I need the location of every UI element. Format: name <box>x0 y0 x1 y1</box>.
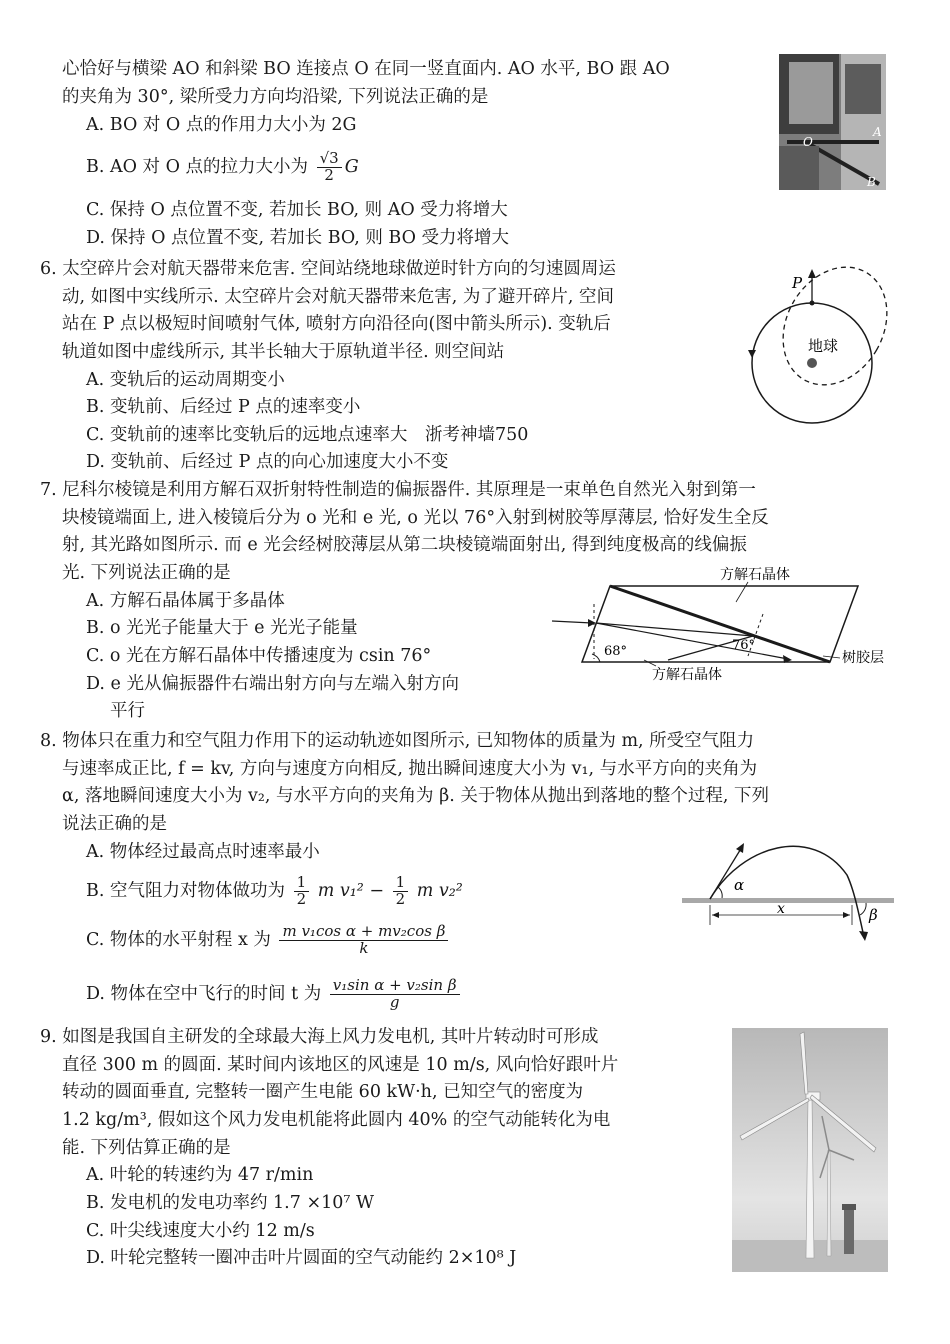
q8-range-right-arrow <box>843 912 850 918</box>
q7-stem-line2: 块棱镜端面上, 进入棱镜后分为 o 光和 e 光, o 光以 76°入射到树胶等厚薄层, 恰好发生全反 <box>62 508 769 528</box>
q8-option-b-fraction2 <box>393 875 409 908</box>
q8-option-d-numerator: v₁sin α + v₂sin β <box>330 978 460 995</box>
q6-jet-arrowhead <box>808 269 816 278</box>
q5-label-b: B <box>867 175 876 189</box>
q6-earth-dot <box>807 358 817 368</box>
q5-photo <box>779 54 886 190</box>
q7-option-a: A. 方解石晶体属于多晶体 <box>86 591 285 611</box>
q7-label-resin: 树胶层 <box>842 650 884 666</box>
q8-option-c-fraction <box>279 924 448 957</box>
q7-resin-layer <box>610 586 830 662</box>
q5-option-c: C. 保持 O 点位置不变, 若加长 BO, 则 AO 受力将增大 <box>86 200 508 220</box>
q7-prism-figure <box>548 564 898 686</box>
q8-option-b-f1-numerator: 1 <box>294 875 310 892</box>
q7-stem-line3: 射, 其光路如图所示. 而 e 光会经树胶薄层从第二块棱镜端面射出, 得到纯度极高的线偏振 <box>62 535 747 555</box>
q7-stem-line4: 光. 下列说法正确的是 <box>62 563 231 583</box>
q5-option-b-denominator: 2 <box>324 166 334 184</box>
q8-option-c-denominator: k <box>359 939 369 957</box>
q8-option-b-end: m v₂² <box>416 881 463 901</box>
q5-option-b-numerator: √3 <box>317 151 342 168</box>
q6-stem-line4: 轨道如图中虚线所示, 其半长轴大于原轨道半径. 则空间站 <box>62 342 505 362</box>
q5-stem-line2: 的夹角为 30°, 梁所受力方向均沿梁, 下列说法正确的是 <box>62 87 489 107</box>
q5-label-a: A <box>873 125 882 139</box>
q7-leader-top <box>736 582 748 602</box>
q9-option-a: A. 叶轮的转速约为 47 r/min <box>86 1165 314 1185</box>
q5-option-b-fraction <box>317 151 342 184</box>
q8-label-alpha: α <box>734 876 745 894</box>
q8-option-c <box>86 921 451 959</box>
q7-option-d-line2: 平行 <box>110 701 145 721</box>
q8-option-d-denominator: g <box>389 993 400 1011</box>
q8-option-b <box>86 873 463 909</box>
q7-option-d-line1: D. e 光从偏振器件右端出射方向与左端入射方向 <box>86 674 459 694</box>
q9-stem-line2: 直径 300 m 的圆面. 某时间内该地区的风速是 10 m/s, 风向恰好跟叶片 <box>62 1055 619 1075</box>
q7-label-76: 76° <box>732 638 756 653</box>
q8-final-velocity-arrowhead <box>859 931 868 941</box>
q7-incident-ray <box>552 621 592 623</box>
q8-alpha-arc <box>718 887 722 898</box>
q6-orbit-direction-arrow <box>748 350 756 358</box>
q8-option-b-mid: m v₁² − <box>317 881 385 901</box>
q9-stem-line4: 1.2 kg/m³, 假如这个风力发电机能将此圆内 40% 的空气动能转化为电 <box>62 1110 611 1130</box>
q7-angle68-arc <box>592 654 600 662</box>
q6-option-a: A. 变轨后的运动周期变小 <box>86 370 285 390</box>
q8-stem-line3: α, 落地瞬间速度大小为 v₂, 与水平方向的夹角为 β. 关于物体从抛出到落地的整个过程, 下列 <box>62 786 769 806</box>
q8-range-left-arrow <box>712 912 719 918</box>
q8-ground <box>682 898 894 903</box>
q9-option-b: B. 发电机的发电功率约 1.7 ×10⁷ W <box>86 1193 374 1213</box>
q6-option-c-text: C. 变轨前的速率比变轨后的远地点速率大 <box>86 425 408 445</box>
q8-option-b-f2-numerator: 1 <box>393 875 409 892</box>
q5-photo-drawing <box>779 54 886 190</box>
q6-stem-line3: 站在 P 点以极短时间喷射气体, 喷射方向沿径向(图中箭头所示). 变轨后 <box>62 314 611 334</box>
q9-stem-line5: 能. 下列估算正确的是 <box>62 1138 231 1158</box>
q5-option-d: D. 保持 O 点位置不变, 若加长 BO, 则 BO 受力将增大 <box>86 228 509 248</box>
q6-option-b: B. 变轨前、后经过 P 点的速率变小 <box>86 397 361 417</box>
q8-option-a: A. 物体经过最高点时速率最小 <box>86 842 320 862</box>
q8-stem-line1: 8. 物体只在重力和空气阻力作用下的运动轨迹如图所示, 已知物体的质量为 m, 所受空气阻力 <box>40 731 755 751</box>
q9-option-d: D. 叶轮完整转一圈冲击叶片圆面的空气动能约 2×10⁸ J <box>86 1248 517 1268</box>
q8-initial-velocity-arrowhead <box>736 843 744 853</box>
q6-orbit-figure <box>740 258 900 428</box>
q8-option-b-f2-denominator: 2 <box>395 890 406 908</box>
q8-option-b-f1-denominator: 2 <box>296 890 307 908</box>
q8-label-beta: β <box>869 906 878 924</box>
q6-label-earth: 地球 <box>808 337 839 355</box>
q8-option-d-prefix: D. 物体在空中飞行的时间 t 为 <box>86 984 322 1004</box>
q8-option-c-numerator: m v₁cos α + mv₂cos β <box>279 924 448 941</box>
q8-stem-line2: 与速率成正比, f = kv, 方向与速度方向相反, 抛出瞬间速度大小为 v₁, 与水平方向的夹角为 <box>62 759 758 779</box>
q7-stem-line1: 7. 尼科尔棱镜是利用方解石双折射特性制造的偏振器件. 其原理是一束单色自然光入射到第一 <box>40 480 756 500</box>
q6-label-p: P <box>792 274 803 292</box>
q7-label-68: 68° <box>604 644 628 659</box>
watermark-text: 浙考神墙750 <box>424 425 529 445</box>
q6-option-d: D. 变轨前、后经过 P 点的向心加速度大小不变 <box>86 452 449 472</box>
q8-option-b-prefix: B. 空气阻力对物体做功为 <box>86 881 285 901</box>
q7-o-ray <box>596 623 753 636</box>
q8-stem-line4: 说法正确的是 <box>62 814 167 834</box>
q8-label-x: x <box>777 901 785 917</box>
q9-stem-line1: 9. 如图是我国自主研发的全球最大海上风力发电机, 其叶片转动时可形成 <box>40 1027 599 1047</box>
q5-label-o: O <box>803 135 813 149</box>
q7-option-b: B. o 光光子能量大于 e 光光子能量 <box>86 618 358 638</box>
q9-turbine-drawing <box>732 1028 888 1272</box>
q6-new-orbit <box>762 258 900 404</box>
q5-option-b-prefix: B. AO 对 O 点的拉力大小为 <box>86 157 309 177</box>
q8-trajectory-figure <box>682 835 894 945</box>
q9-option-c: C. 叶尖线速度大小约 12 m/s <box>86 1221 315 1241</box>
q9-turbine-photo <box>732 1028 888 1272</box>
q7-leader-bottom <box>644 660 656 666</box>
q6-option-c <box>86 422 528 448</box>
q5-option-a: A. BO 对 O 点的作用力大小为 2G <box>86 115 357 135</box>
q8-option-d <box>86 975 463 1013</box>
q6-stem-line2: 动, 如图中实线所示. 太空碎片会对航天器带来危害, 为了避开碎片, 空间 <box>62 287 614 307</box>
q8-option-b-fraction1 <box>294 875 310 908</box>
q5-option-b <box>86 150 359 184</box>
q6-stem-line1: 6. 太空碎片会对航天器带来危害. 空间站绕地球做逆时针方向的匀速圆周运 <box>40 259 616 279</box>
q8-option-c-prefix: C. 物体的水平射程 x 为 <box>86 930 271 950</box>
q8-option-d-fraction <box>330 978 460 1011</box>
q7-label-crystal-bottom: 方解石晶体 <box>652 667 722 683</box>
q7-label-crystal-top: 方解石晶体 <box>720 567 790 583</box>
q9-stem-line3: 转动的圆面垂直, 完整转一圈产生电能 60 kW·h, 已知空气的密度为 <box>62 1082 584 1102</box>
q5-stem-line1: 心恰好与横梁 AO 和斜梁 BO 连接点 O 在同一竖直面内. AO 水平, BO 跟 AO <box>62 59 670 79</box>
q8-beta-arc <box>860 903 866 915</box>
q7-option-c: C. o 光在方解石晶体中传播速度为 csin 76° <box>86 646 432 666</box>
q5-option-b-suffix: G <box>344 157 359 177</box>
